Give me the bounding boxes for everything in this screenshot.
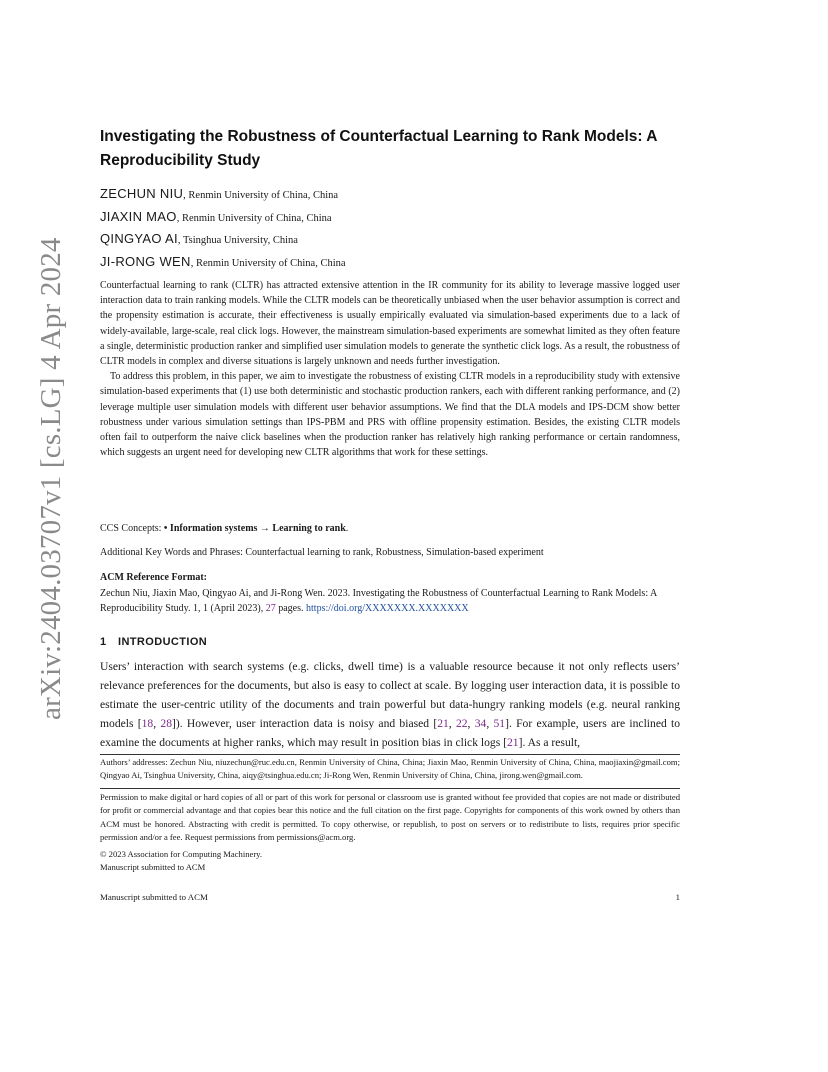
author-affiliation: , Renmin University of China, China [190,257,346,269]
citation-separator: , [486,717,494,730]
introduction-paragraph [100,657,680,752]
abstract-paragraph-2: To address this problem, in this paper, we aim to investigate the robustness of existing CLTR models in a reproducibility study with extensive simulation-based experiments that (1) use both deterministic and stochastic production rankers, each with different ranking performance, and (2) leverage multiple user simulation models with different user behavior assumptions. We find that the DLA models and IPS-DCM show better robustness under various simulation settings than IPS-PBM and PRS with offline propensity estimation. Besides, the existing CLTR models often fail to outperform the naive click baselines when the production ranker has relatively high ranking performance or certain randomness, which suggests an urgent need for developing new CLTR algorithms that work for these settings. [100,371,680,459]
ccs-concepts [100,521,680,536]
ccs-arrow: → [257,523,273,534]
running-footer [100,892,680,902]
author-name: JIAXIN MAO [100,208,177,224]
author-affiliation: , Tsinghua University, China [177,235,298,246]
footnote-divider [100,754,680,755]
author-entry [100,251,680,274]
footer-venue: Manuscript submitted to ACM [100,892,208,902]
ccs-term-information-systems: Information systems [169,523,258,534]
citation-separator: , [153,717,161,730]
intro-text: ]. For example, users are inclined to examine the documents at higher ranks, which may result in position bias in click logs [ [100,717,681,749]
citation-link[interactable]: 28 [160,717,172,730]
citation-separator: , [448,717,456,730]
author-addresses-footnote: Authors’ addresses: Zechun Niu, niuzechun@ruc.edu.cn, Renmin University of China, China; Jiaxin Mao, Renmin University of China, China, maojiaxin@gmail.com; Qingyao Ai, Tsinghua University, China, aiqy@tsinghua.edu.cn; Ji-Rong Wen, Renmin University of China, China, jirong.wen@gmail.com. [100,757,680,781]
citation-link[interactable]: 21 [506,736,519,749]
ccs-label: CCS Concepts: [100,523,164,534]
acm-reference [100,586,680,616]
author-entry [100,228,680,251]
ccs-bullet: • [163,523,170,534]
citation-link[interactable]: 34 [474,717,487,730]
citation-link[interactable]: 22 [455,717,468,730]
paper-title: Investigating the Robustness of Counterfactual Learning to Rank Models: A Reproducibility Study [100,128,657,169]
ccs-end: . [345,523,349,534]
permission-divider [100,788,680,789]
author-name: QINGYAO AI [100,231,178,246]
intro-text: Users’ interaction with search systems (e.g. clicks, dwell time) is a valuable resource because it not only reflects users’ relevance preferences for the documents, but also is easy to collect at scale. By logging user interaction data, it is possible to estimate the user-centric utility of the documents and train powerful but data-hungry ranking models (e.g. neural ranking models [ [100,660,680,730]
copyright-notice: © 2023 Association for Computing Machinery. [100,849,263,859]
citation-link[interactable]: 18 [141,717,154,730]
citation-link[interactable]: 21 [437,717,449,730]
author-entry [100,206,680,229]
intro-text: ]. As a result, [518,736,581,749]
page-number: 1 [675,892,680,902]
author-name: JI-RONG WEN [100,253,191,269]
section-title: INTRODUCTION [118,636,208,648]
permission-notice: Permission to make digital or hard copies of all or part of this work for personal or classroom use is granted without fee provided that copies are not made or distributed for profit or commercial advantage and that copies bear this notice and the full citation on the first page. Copyrights for components of this work owned by others than ACM must be honored. Abstracting with credit is permitted. To copy otherwise, or republish, to post on servers or to redistribute to lists, requires prior specific permission and/or a fee. Request permissions from permissions@acm.org. [100,792,680,843]
ccs-term-learning-to-rank: Learning to rank [272,523,346,534]
acm-reference-heading: ACM Reference Format: [100,572,207,583]
keywords: Additional Key Words and Phrases: Counterfactual learning to rank, Robustness, Simulation-based experiment [100,547,544,558]
submission-note: Manuscript submitted to ACM [100,862,206,872]
author-affiliation: , Renmin University of China, China [183,190,339,201]
citation-separator: , [467,717,475,730]
doi-link[interactable]: https://doi.org/XXXXXXX.XXXXXXX [306,603,469,615]
acm-reference-text: pages. [275,603,307,615]
acm-reference-text: Zechun Niu, Jiaxin Mao, Qingyao Ai, and Ji-Rong Wen. 2023. Investigating the Robustness of Counterfactual Learning to Rank Models: A Reproducibility Study. 1, 1 (April 2023), [100,588,657,615]
author-affiliation: , Renmin University of China, China [176,212,332,224]
section-heading [100,636,207,648]
citation-link[interactable]: 51 [493,717,506,730]
author-entry [100,183,680,206]
arxiv-identifier-stamp: arXiv:2404.03707v1 [cs.LG] 4 Apr 2024 [35,237,67,720]
intro-text: ]). However, user interaction data is noisy and biased [ [171,717,438,730]
abstract [100,278,680,460]
author-name: ZECHUN NIU [100,186,184,201]
author-list [100,183,680,273]
abstract-paragraph-1: Counterfactual learning to rank (CLTR) has attracted extensive attention in the IR community for its ability to leverage massive logged user interaction data to train ranking models. While the CLTR models can be theoretically unbiased when the user behavior assumption is correct and the propensity estimation is accurate, their effectiveness is usually empirically evaluated via simulation-based experiments due to a lack of widely-available, large-scale, real click logs. However, the mainstream simulation-based experiments are somewhat limited as they often feature a single, deterministic production ranker and simplified user simulation models to generate the synthetic click logs. As a result, the robustness of CLTR models in complex and diverse situations is largely unknown and needs further investigation. [100,280,680,368]
section-number: 1 [100,636,107,648]
page-count-link[interactable]: 27 [265,603,276,615]
